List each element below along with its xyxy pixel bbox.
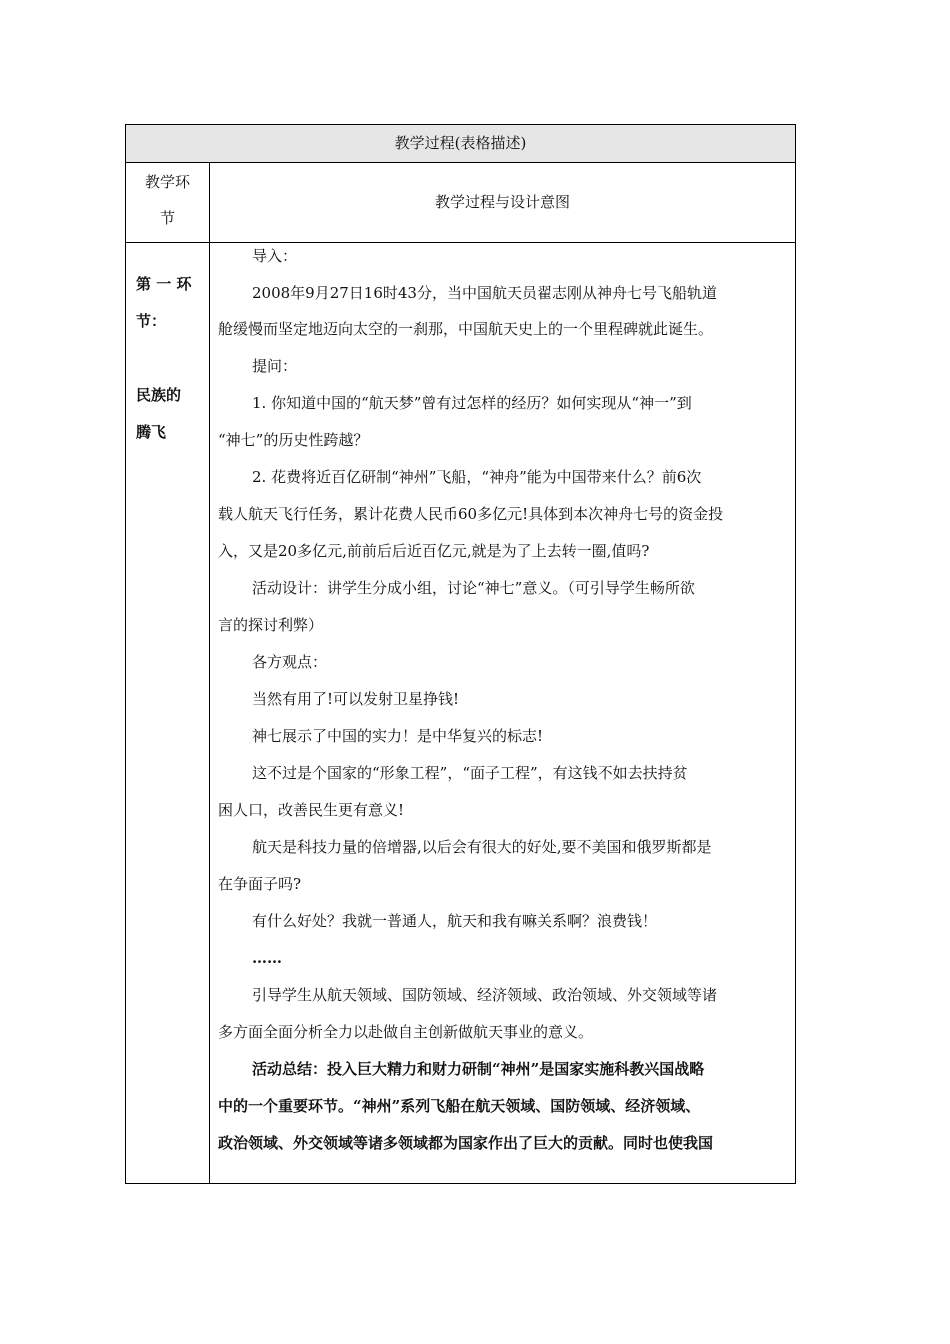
- content-line: 言的探讨利弊）: [218, 616, 324, 634]
- content-line: 2. 花费将近百亿研制“神州”飞船，“神舟”能为中国带来什么？前6次: [252, 468, 702, 486]
- content-line: 当然有用了!可以发射卫星挣钱!: [252, 690, 460, 708]
- header-stage-column: [126, 163, 210, 243]
- content-line: 中的一个重要环节。“神州”系列飞船在航天领域、国防领域、经济领域、: [218, 1097, 701, 1115]
- stage-line4: 腾飞: [136, 423, 167, 441]
- content-line: 困人口，改善民生更有意义!: [218, 801, 405, 819]
- stage-line1: 第 一 环: [136, 275, 192, 293]
- stage-line2: 节：: [136, 312, 167, 330]
- header-stage-line2: 节: [159, 209, 175, 227]
- content-line: 引导学生从航天领域、国防领域、经济领域、政治领域、外交领域等诸: [252, 986, 718, 1004]
- content-line: 1. 你知道中国的“航天梦”曾有过怎样的经历？如何实现从“神一”到: [252, 394, 692, 412]
- header-process-column: 教学过程与设计意图: [210, 163, 795, 243]
- content-line: 这不过是个国家的“形象工程”，“面子工程”，有这钱不如去扶持贫: [252, 764, 688, 782]
- content-line: “神七”的历史性跨越？: [218, 431, 369, 449]
- content-line: 入，又是20多亿元,前前后后近百亿元,就是为了上去转一圈,值吗?: [218, 542, 650, 560]
- content-line: 多方面全面分析全力以赴做自主创新做航天事业的意义。: [218, 1023, 594, 1041]
- table-title: 教学过程(表格描述): [126, 125, 795, 163]
- content-line: 载人航天飞行任务，累计花费人民币60多亿元!具体到本次神舟七号的资金投: [218, 505, 724, 523]
- content-line: 提问：: [252, 357, 298, 375]
- content-line: 舱缓慢而坚定地迈向太空的一刹那，中国航天史上的一个里程碑就此诞生。: [218, 320, 714, 338]
- lesson-table: [125, 124, 796, 1184]
- content-line: ……: [252, 949, 282, 967]
- content-line: 各方观点：: [252, 653, 328, 671]
- process-cell: [210, 243, 795, 1183]
- stage-line3: 民族的: [136, 386, 182, 404]
- content-line: 在争面子吗?: [218, 875, 302, 893]
- header-stage-line1: 教学环: [144, 173, 190, 191]
- content-line: 活动设计：讲学生分成小组，讨论“神七”意义。（可引导学生畅所欲: [252, 579, 695, 597]
- content-line: 活动总结：投入巨大精力和财力研制“神州”是国家实施科教兴国战略: [252, 1060, 705, 1078]
- content-line: 导入：: [252, 247, 298, 265]
- content-line: 2008年9月27日16时43分，当中国航天员翟志刚从神舟七号飞船轨道: [252, 284, 717, 302]
- content-line: 政治领域、外交领域等诸多领域都为国家作出了巨大的贡献。同时也使我国: [218, 1134, 714, 1152]
- content-line: 航天是科技力量的倍增器,以后会有很大的好处,要不美国和俄罗斯都是: [252, 838, 712, 856]
- stage-cell: [126, 243, 210, 1183]
- content-line: 有什么好处？我就一普通人，航天和我有嘛关系啊？浪费钱！: [252, 912, 658, 930]
- content-line: 神七展示了中国的实力！是中华复兴的标志!: [252, 727, 544, 745]
